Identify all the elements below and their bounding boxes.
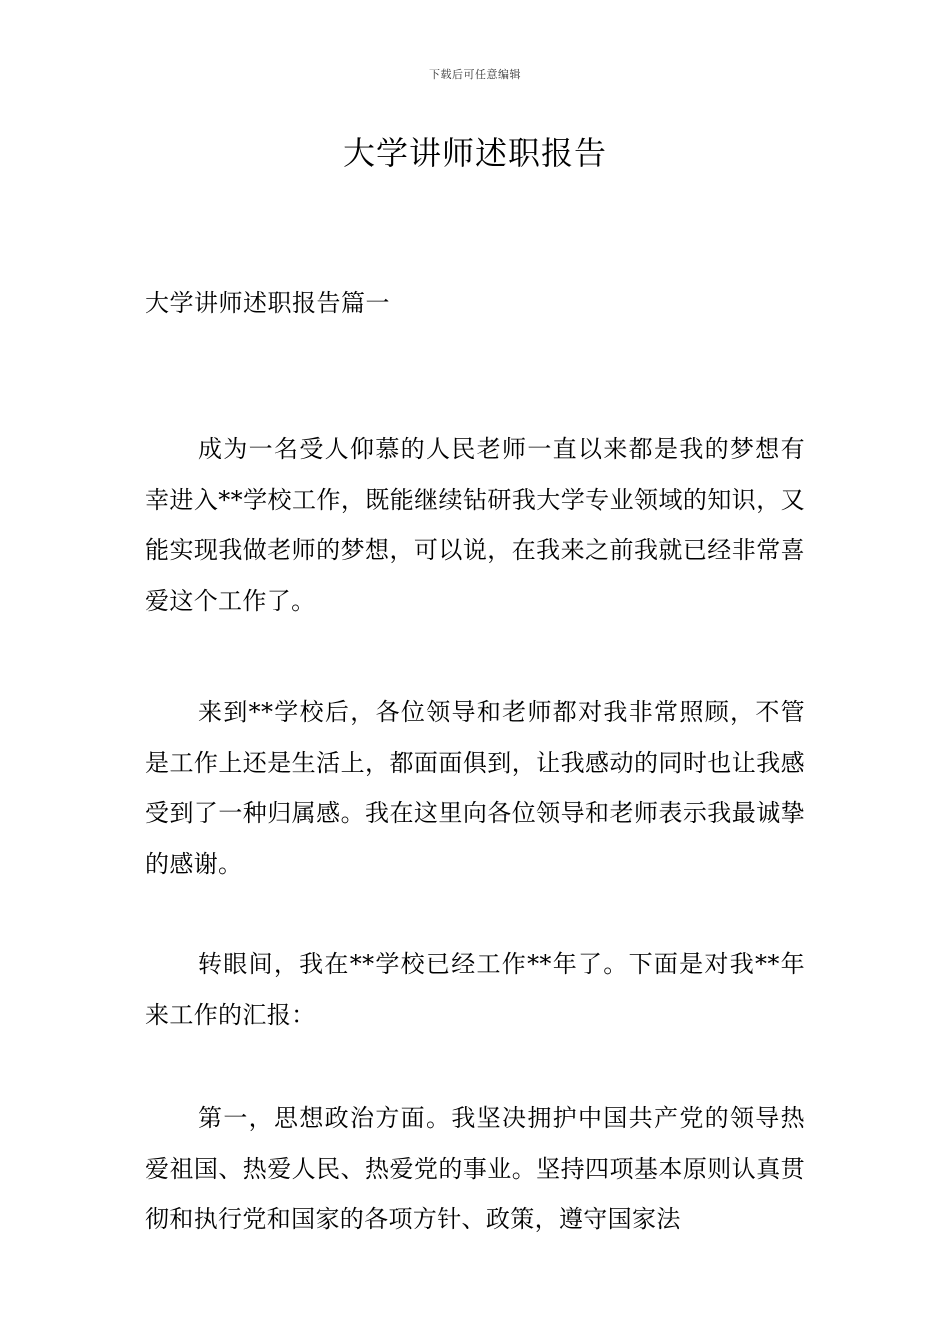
paragraph-4: 第一，思想政治方面。我坚决拥护中国共产党的领导热爱祖国、热爱人民、热爱党的事业。坚持四项基本原则认真贯彻和执行党和国家的各项方针、政策，遵守国家法 — [145, 1104, 805, 1233]
section-heading: 大学讲师述职报告篇一 — [145, 289, 390, 317]
paragraph-1: 成为一名受人仰慕的人民老师一直以来都是我的梦想有幸进入**学校工作，既能继续钻研我大学专业领域的知识，又能实现我做老师的梦想，可以说，在我来之前我就已经非常喜爱这个工作了。 — [145, 435, 805, 615]
paragraph-2: 来到**学校后，各位领导和老师都对我非常照顾，不管是工作上还是生活上，都面面俱到，让我感动的同时也让我感受到了一种归属感。我在这里向各位领导和老师表示我最诚挚的感谢。 — [145, 698, 805, 878]
document-body — [145, 424, 805, 1295]
paragraph-3: 转眼间，我在**学校已经工作**年了。下面是对我**年来工作的汇报： — [145, 950, 805, 1029]
header-note: 下载后可任意编辑 — [429, 68, 521, 81]
document-title: 大学讲师述职报告 — [342, 134, 607, 172]
